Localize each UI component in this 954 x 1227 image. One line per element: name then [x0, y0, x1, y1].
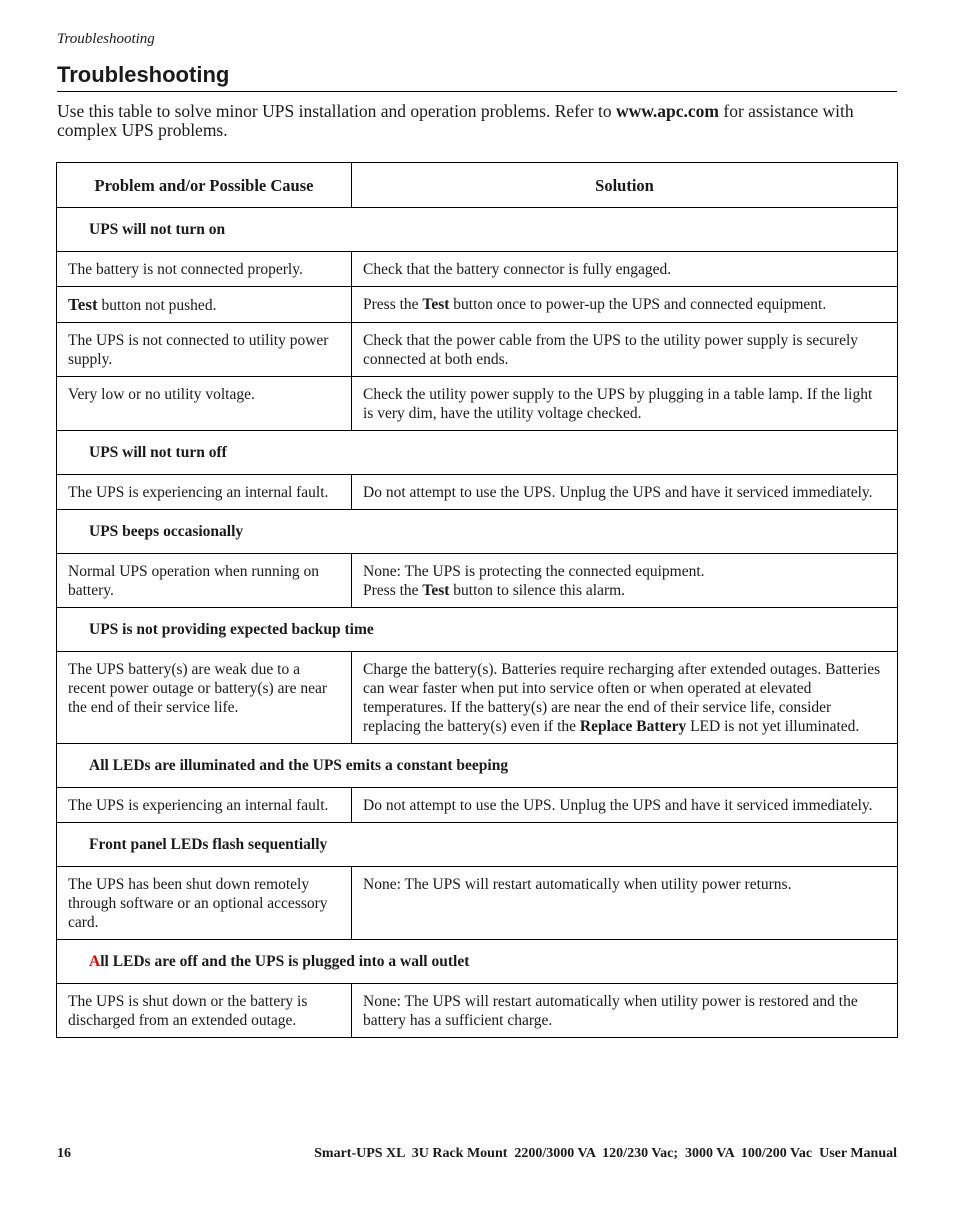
solution-cell: Do not attempt to use the UPS. Unplug the UPS and have it serviced immediately.	[352, 788, 898, 823]
section-heading: UPS will not turn off	[57, 431, 898, 475]
solution-cell: Do not attempt to use the UPS. Unplug the UPS and have it serviced immediately.	[352, 475, 898, 510]
solution-cell: Check the utility power supply to the UPS by plugging in a table lamp. If the light is very dim, have the utility voltage checked.	[352, 377, 898, 431]
manual-title: Smart-UPS XL 3U Rack Mount 2200/3000 VA 120/230 Vac; 3000 VA 100/200 Vac User Manual	[314, 1146, 897, 1161]
cause-cell: The UPS is shut down or the battery is discharged from an extended outage.	[57, 984, 352, 1038]
table-row	[57, 984, 898, 1038]
red-initial: A	[89, 953, 101, 970]
solution-cell: None: The UPS is protecting the connected equipment. Press the Test button to silence this alarm.	[352, 554, 898, 608]
cause-cell: The UPS is experiencing an internal fault.	[57, 475, 352, 510]
cause-cell: The UPS is not connected to utility power supply.	[57, 323, 352, 377]
table-row	[57, 377, 898, 431]
section-heading: All LEDs are off and the UPS is plugged into a wall outlet	[57, 940, 898, 984]
title-rule	[57, 91, 897, 92]
table-row	[57, 652, 898, 744]
table-header-row	[57, 163, 898, 208]
table-row	[57, 554, 898, 608]
solution-cell: None: The UPS will restart automatically when utility power returns.	[352, 867, 898, 940]
website-link[interactable]: www.apc.com	[615, 101, 719, 121]
section-heading: UPS will not turn on	[57, 208, 898, 252]
troubleshooting-table	[56, 162, 898, 1038]
running-header: Troubleshooting	[57, 31, 155, 47]
cause-cell: The battery is not connected properly.	[57, 252, 352, 287]
solution-cell: None: The UPS will restart automatically when utility power is restored and the battery has a sufficient charge.	[352, 984, 898, 1038]
table-row	[57, 475, 898, 510]
table-row	[57, 287, 898, 323]
cause-cell: Normal UPS operation when running on battery.	[57, 554, 352, 608]
cause-cell: Test button not pushed.	[57, 287, 352, 323]
intro-text-after: for assistance with complex UPS problems.	[57, 101, 854, 140]
table-row	[57, 788, 898, 823]
section-heading: UPS is not providing expected backup time	[57, 608, 898, 652]
intro-text-before: Use this table to solve minor UPS installation and operation problems. Refer to	[57, 101, 616, 121]
solution-cell: Charge the battery(s). Batteries require recharging after extended outages. Batteries can wear faster when put into service often or when operated at elevated temperatures. If the battery(s) are near the end of their service life, consider replacing the battery(s) even if the Replace Battery LED is not yet illuminated.	[352, 652, 898, 744]
intro-paragraph	[57, 102, 897, 140]
table-row	[57, 252, 898, 287]
solution-cell: Check that the power cable from the UPS to the utility power supply is securely connected at both ends.	[352, 323, 898, 377]
page-title: Troubleshooting	[57, 62, 230, 87]
section-heading: UPS beeps occasionally	[57, 510, 898, 554]
section-heading: All LEDs are illuminated and the UPS emits a constant beeping	[57, 744, 898, 788]
cause-cell: The UPS is experiencing an internal fault.	[57, 788, 352, 823]
table-row	[57, 323, 898, 377]
table-row	[57, 867, 898, 940]
header-cause: Problem and/or Possible Cause	[57, 163, 352, 208]
solution-cell: Check that the battery connector is fully engaged.	[352, 252, 898, 287]
page-number: 16	[57, 1146, 71, 1161]
header-solution: Solution	[352, 163, 898, 208]
solution-cell: Press the Test button once to power-up the UPS and connected equipment.	[352, 287, 898, 323]
cause-cell: Very low or no utility voltage.	[57, 377, 352, 431]
cause-cell: The UPS battery(s) are weak due to a recent power outage or battery(s) are near the end of their service life.	[57, 652, 352, 744]
section-heading: Front panel LEDs flash sequentially	[57, 823, 898, 867]
cause-cell: The UPS has been shut down remotely through software or an optional accessory card.	[57, 867, 352, 940]
